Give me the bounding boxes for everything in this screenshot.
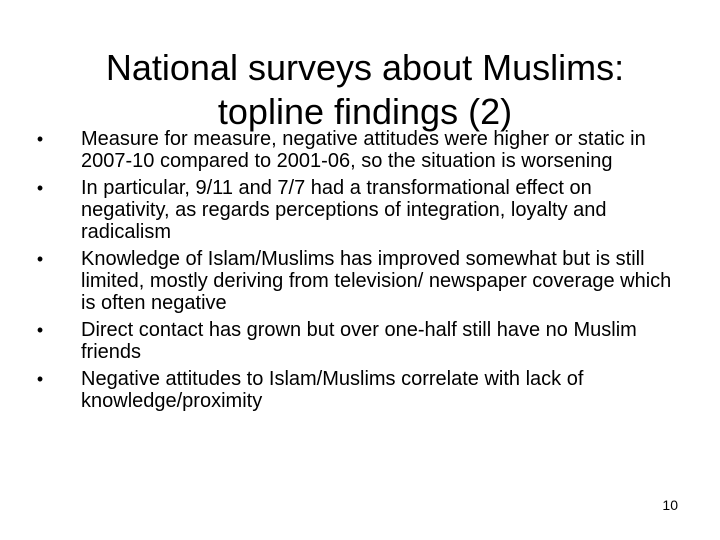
bullet-text: Measure for measure, negative attitudes were higher or static in 2007-10 compared to 2001-06, so the situation is worsening	[81, 128, 646, 172]
bullet-icon: •	[36, 320, 44, 340]
bullet-icon: •	[36, 369, 44, 389]
bullet-item	[0, 368, 720, 412]
bullet-item	[0, 319, 720, 363]
slide-title	[40, 46, 690, 134]
bullet-item	[0, 128, 720, 172]
bullet-text: Knowledge of Islam/Muslims has improved somewhat but is still limited, mostly deriving from television/ newspaper coverage which is often negative	[81, 248, 672, 314]
bullet-icon: •	[36, 249, 44, 269]
bullet-list	[0, 128, 720, 417]
bullet-text: In particular, 9/11 and 7/7 had a transformational effect on negativity, as regards perceptions of integration, loyalty and radicalism	[81, 177, 607, 243]
bullet-icon: •	[36, 129, 44, 149]
slide-title-line-2: topline findings (2)	[217, 91, 513, 133]
slide-title-line-1: National surveys about Muslims:	[105, 47, 625, 89]
bullet-text: Negative attitudes to Islam/Muslims correlate with lack of knowledge/proximity	[81, 368, 584, 412]
bullet-text: Direct contact has grown but over one-half still have no Muslim friends	[81, 319, 637, 363]
bullet-icon: •	[36, 178, 44, 198]
bullet-item	[0, 248, 720, 314]
bullet-item	[0, 177, 720, 243]
page-number: 10	[662, 497, 678, 513]
